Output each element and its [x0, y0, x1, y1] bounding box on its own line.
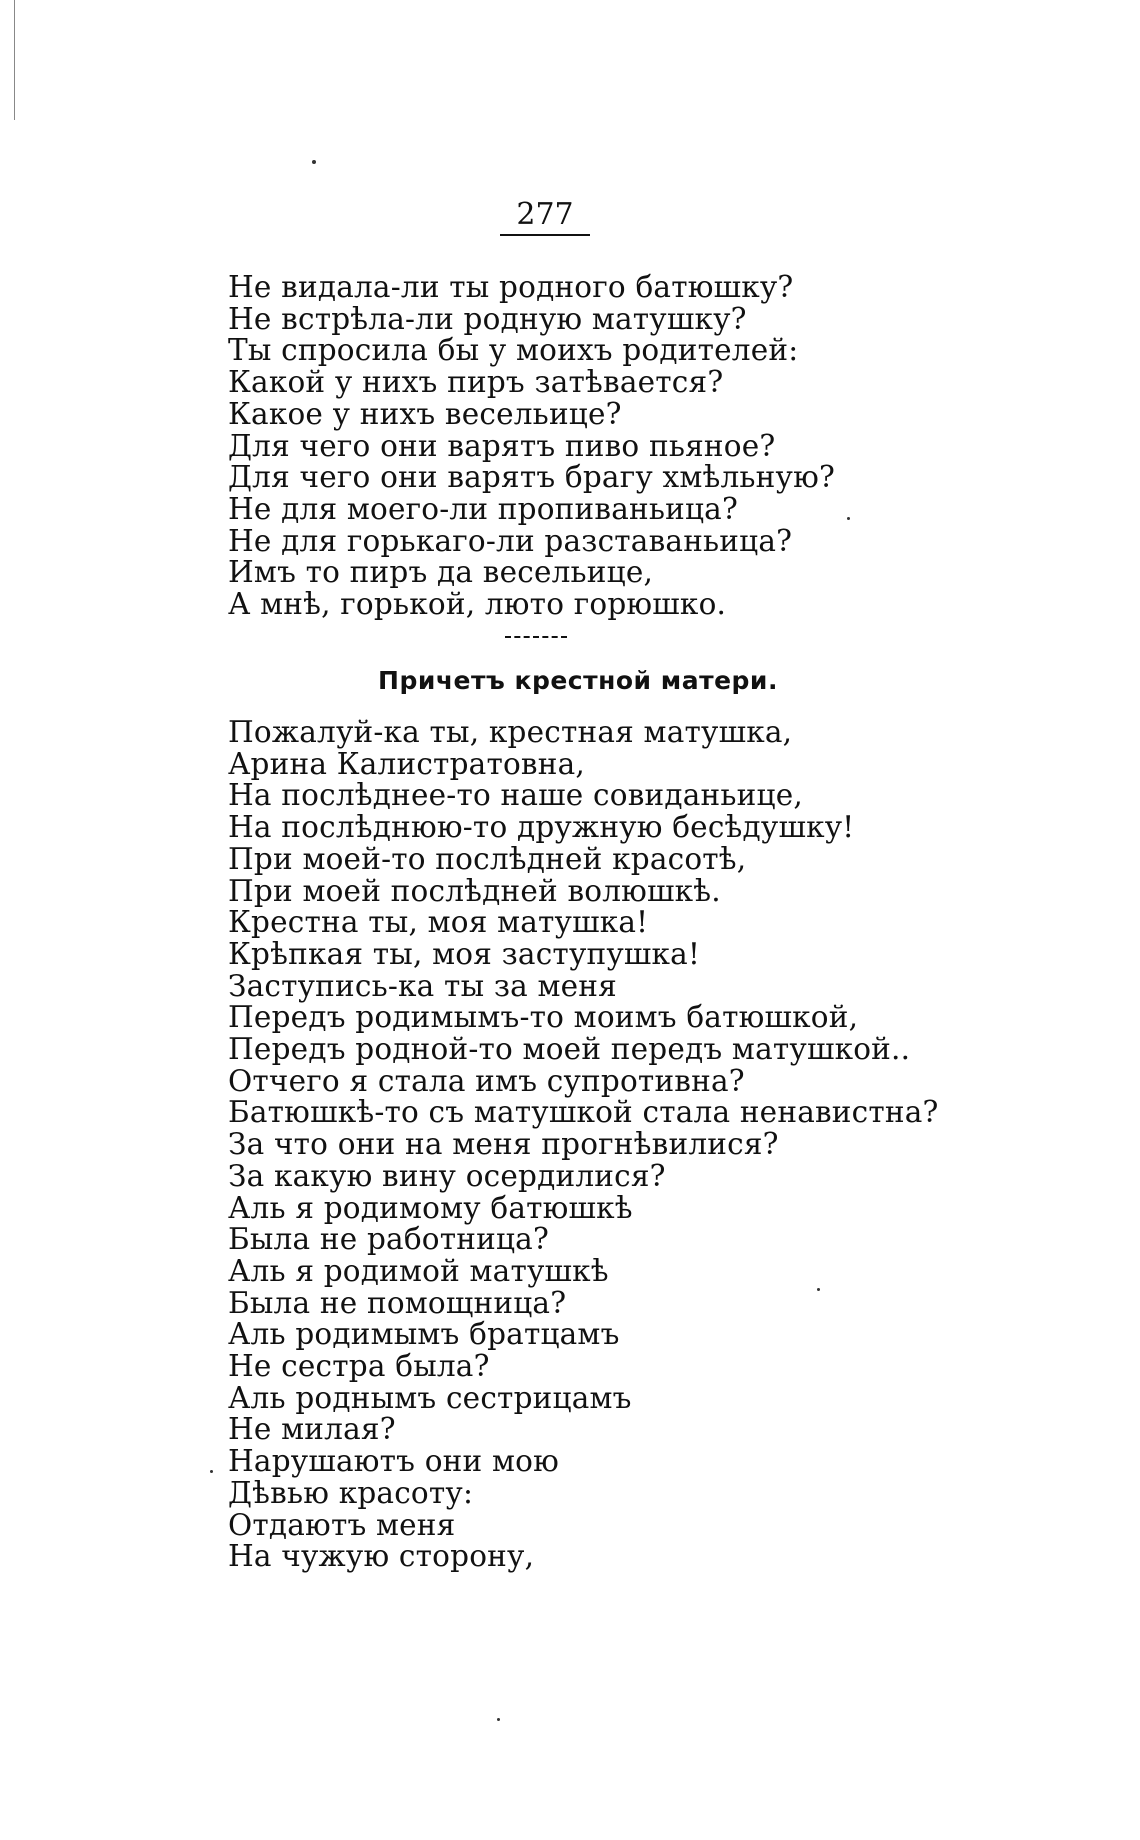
verse-line: На чужую сторону, — [228, 1539, 535, 1574]
verse-line: Не встрѣла-ли родную матушку? — [228, 301, 747, 336]
verse-line: Крестна ты, моя матушка! — [228, 905, 649, 940]
scan-speck — [497, 1718, 500, 1721]
verse-line: Пожалуй-ка ты, крестная матушка, — [228, 715, 793, 749]
scan-speck — [210, 1470, 213, 1473]
verse-block-2 — [228, 717, 1088, 1573]
verse-line: Была не работница? — [228, 1222, 549, 1257]
verse-line: Крѣпкая ты, моя заступушка! — [228, 936, 701, 971]
verse-line: Отдаютъ меня — [228, 1507, 456, 1542]
verse-line: Передъ родной-то моей передъ матушкой.. — [228, 1032, 911, 1067]
verse-line: Арина Калистратовна, — [228, 746, 585, 781]
verse-line: Аль родимымъ братцамъ — [228, 1317, 620, 1352]
verse-line: А мнѣ, горькой, люто горюшко. — [228, 587, 727, 622]
verse-block-1 — [228, 272, 1088, 621]
scan-speck — [312, 160, 316, 164]
verse-line: Аль роднымъ сестрицамъ — [228, 1380, 632, 1415]
page-number: 277 — [500, 198, 590, 236]
verse-line: Имъ то пиръ да весельице, — [228, 555, 654, 590]
verse-line: Дѣвью красоту: — [228, 1475, 474, 1510]
verse-line: Не милая? — [228, 1412, 396, 1447]
verse-line: Для чего они варятъ пиво пьяное? — [228, 428, 776, 463]
verse-line: На послѣднее-то наше совиданьице, — [228, 778, 803, 813]
verse-line: Заступись-ка ты за меня — [228, 968, 617, 1003]
scan-margin-line — [14, 0, 15, 120]
verse-line: Батюшкѣ-то съ матушкой стала ненавистна? — [228, 1095, 939, 1130]
verse-line: Аль я родимой матушкѣ — [228, 1253, 609, 1288]
verse-line: Какой у нихъ пиръ затѣвается? — [228, 365, 724, 400]
section-separator — [505, 636, 567, 638]
verse-line: Не сестра была? — [228, 1349, 490, 1384]
verse-line: Ты спросила бы у моихъ родителей: — [228, 333, 799, 368]
verse-line: При моей послѣдней волюшкѣ. — [228, 873, 721, 908]
verse-line: Не для моего-ли пропиваньица? — [228, 491, 738, 526]
verse-line: Передъ родимымъ-то моимъ батюшкой, — [228, 1000, 859, 1035]
verse-line: За какую вину осердилися? — [228, 1158, 666, 1193]
verse-line: Отчего я стала имъ супротивна? — [228, 1063, 745, 1098]
verse-line: Не для горькаго-ли разставаньица? — [228, 523, 793, 558]
verse-line: Какое у нихъ весельице? — [228, 396, 622, 431]
verse-line: Для чего они варятъ брагу хмѣльную? — [228, 460, 835, 495]
section-title: Причетъ крестной матери. — [378, 666, 778, 695]
verse-line: Была не помощница? — [228, 1285, 567, 1320]
verse-line: Аль я родимому батюшкѣ — [228, 1190, 633, 1225]
verse-line: При моей-то послѣдней красотѣ, — [228, 841, 747, 876]
verse-line: За что они на меня прогнѣвилися? — [228, 1127, 779, 1162]
verse-line: Не видала-ли ты родного батюшку? — [228, 270, 794, 304]
verse-line: Нарушаютъ они мою — [228, 1444, 559, 1479]
verse-line: На послѣднюю-то дружную бесѣдушку! — [228, 810, 855, 845]
